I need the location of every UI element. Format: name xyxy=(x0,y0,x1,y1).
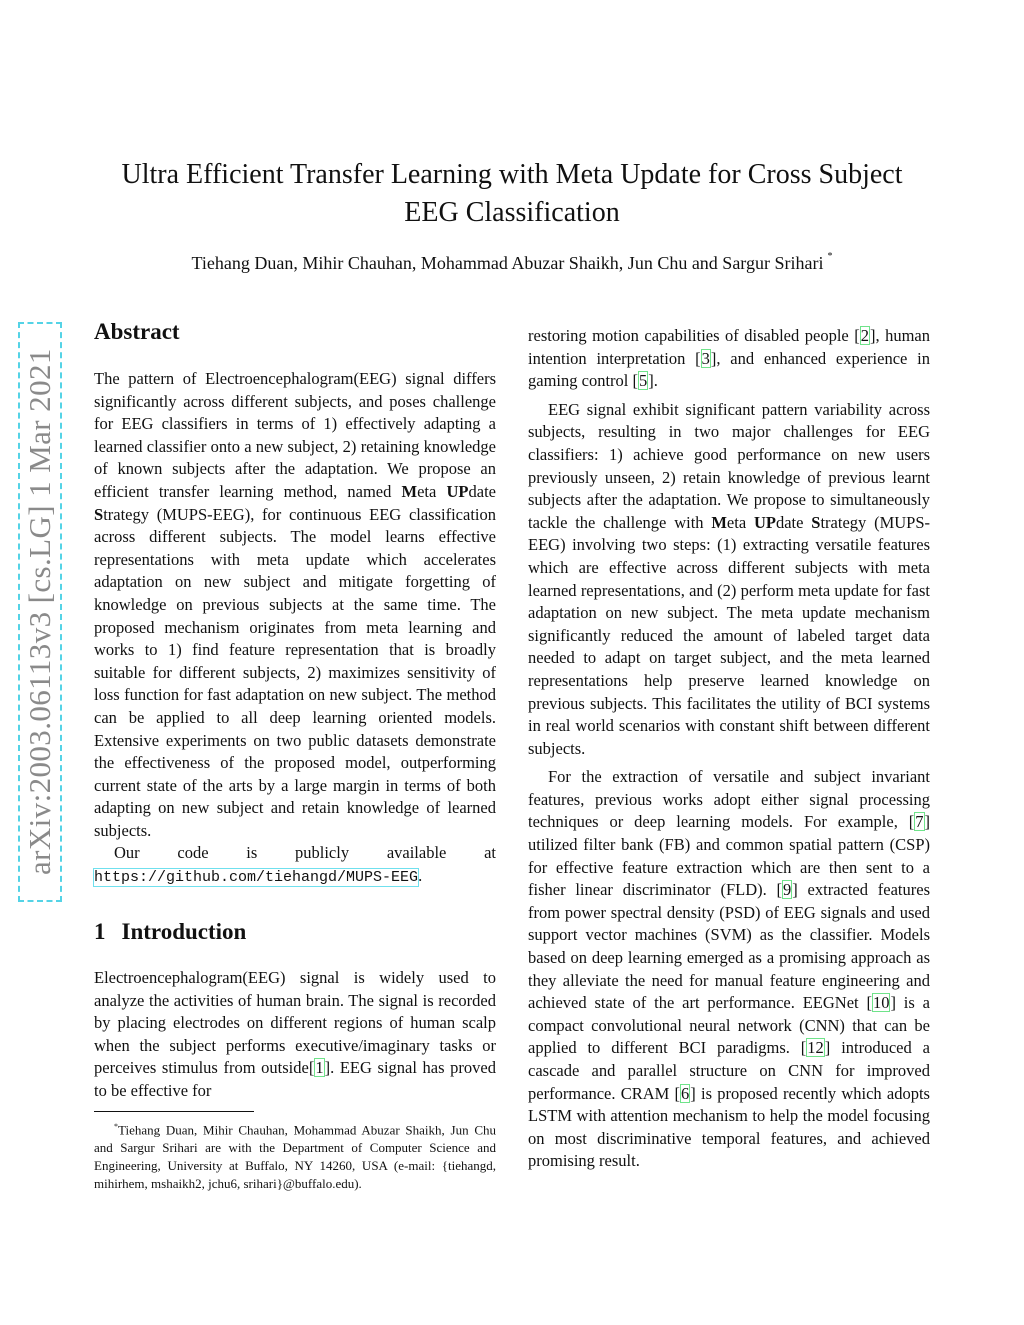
citation-2[interactable]: 2 xyxy=(860,326,869,345)
citation-9[interactable]: 9 xyxy=(783,880,792,900)
title-line-1: Ultra Efficient Transfer Learning with Meta Update for Cross Subject xyxy=(121,159,903,190)
abstract-paragraph: The pattern of Electroencephalogram(EEG) signal differs significantly across different subjects, and poses challenge for EEG classifiers in terms of 1) effectively adapting a learned classifier onto a new subject, 2) retaining knowledge of known subjects after the adaptation. We propose an efficient transfer learning method, named Meta UPdate Strategy (MUPS-EEG), for continuous EEG classification across different subjects. The model learns effective representations with meta update which accelerates adaptation on new subject and mitigate forgetting of knowledge on previous subjects at the same time. The proposed mechanism originates from meta learning and works to 1) find feature representation that is broadly suitable for different subjects, 2) maximizes sensitivity of loss function for fast adaptation on new subject. The method can be applied to all deep learning oriented models. Extensive experiments on two public datasets demonstrate the effectiveness of the proposed model, outperforming current state of the arts by a large margin in terms of both adapting on new subject and retain knowledge of learned subjects. xyxy=(94,369,496,840)
abstract-heading: Abstract xyxy=(94,319,180,344)
paper-title xyxy=(60,156,964,232)
intro-paragraph-continued: restoring motion capabilities of disabled people [2], human intention interpretation [3], and enhanced experience in gaming control [5]. xyxy=(528,326,931,391)
introduction-body xyxy=(94,967,496,1103)
related-work-paragraph: For the extraction of versatile and subject invariant features, previous works adopt either signal processing techniques or deep learning models. For example, [7] utilized filter bank (FB) and common spatial pattern (CSP) for effective feature extraction which are then sent to a fisher linear discriminator (FLD). [9] extracted features from power spectral density (PSD) of EEG signals and used support vector machines (SVM) as the classifier. Models based on deep learning emerged as a promising approach as they alleviate the need for manual feature engineering and achieved state of the art performance. EEGNet [10] is a compact convolutional neural network (CNN) that can be applied to different BCI paradigms. [12] introduced a cascade and parallel structure on CNN for improved performance. CRAM [6] is proposed recently which adopts LSTM with attention mechanism to help the model focusing on most discriminative temporal features, and achieved promising result. xyxy=(528,767,930,1171)
code-url-line: https://github.com/tiehangd/MUPS-EEG. xyxy=(94,866,423,887)
author-list xyxy=(60,253,964,274)
author-names: Tiehang Duan, Mihir Chauhan, Mohammad Abuzar Shaikh, Jun Chu and Sargur Srihari xyxy=(191,253,824,273)
citation-10[interactable]: 10 xyxy=(872,993,890,1013)
arxiv-identifier[interactable]: arXiv:2003.06113v3 [cs.LG] 1 Mar 2021 xyxy=(22,348,57,875)
code-availability-line: Our code is publicly available at xyxy=(114,843,496,863)
title-line-2: EEG Classification xyxy=(404,197,620,228)
citation-5[interactable]: 5 xyxy=(638,371,648,391)
author-footnote: *Tiehang Duan, Mihir Chauhan, Mohammad Abuzar Shaikh, Jun Chu and Sargur Srihari are with the Department of Computer Science and Engineering, University at Buffalo, NY 14260, USA (e-mail: {tiehangd, mihirhem, mshaikh2, jchu6, srihari}@buffalo.edu). xyxy=(94,1122,496,1192)
abstract-body xyxy=(94,368,496,890)
citation-7[interactable]: 7 xyxy=(915,812,924,832)
code-url-link[interactable]: https://github.com/tiehangd/MUPS-EEG xyxy=(94,869,419,887)
challenges-paragraph: EEG signal exhibit significant pattern variability across subjects, resulting in two major challenges for EEG classifiers: 1) achieve good performance on new users previously unseen, 2) retain knowledge of previous learnt subjects after the adaptation. We propose to simultaneously tackle the challenge with Meta UPdate Strategy (MUPS-EEG) involving two steps: (1) extracting versatile features which are effective across different subjects with meta learned representations, and (2) perform meta update for fast adaptation on new subject. The meta update mechanism significantly reduced the amount of labeled target data needed to adapt on target subject, and the meta learned representations help preserve learned knowledge on previous subjects. This facilitates the utility of BCI systems in real world scenarios with constant shift between different subjects. xyxy=(528,399,931,758)
citation-3[interactable]: 3 xyxy=(701,348,710,368)
intro-paragraph: Electroencephalogram(EEG) signal is widely used to analyze the activities of human brain. The signal is recorded by placing electrodes on different regions of human scalp when the subject performs executive/imaginary tasks or perceives stimulus from outside[1]. EEG signal has proved to be effective for xyxy=(94,968,496,1100)
right-column-body xyxy=(528,325,930,1173)
introduction-heading: 1 Introduction xyxy=(94,919,247,944)
citation-6[interactable]: 6 xyxy=(681,1083,690,1103)
footnote-divider xyxy=(94,1111,254,1112)
citation-1[interactable]: 1 xyxy=(315,1058,324,1078)
citation-12[interactable]: 12 xyxy=(807,1038,824,1058)
author-footnote-mark: * xyxy=(827,251,833,262)
